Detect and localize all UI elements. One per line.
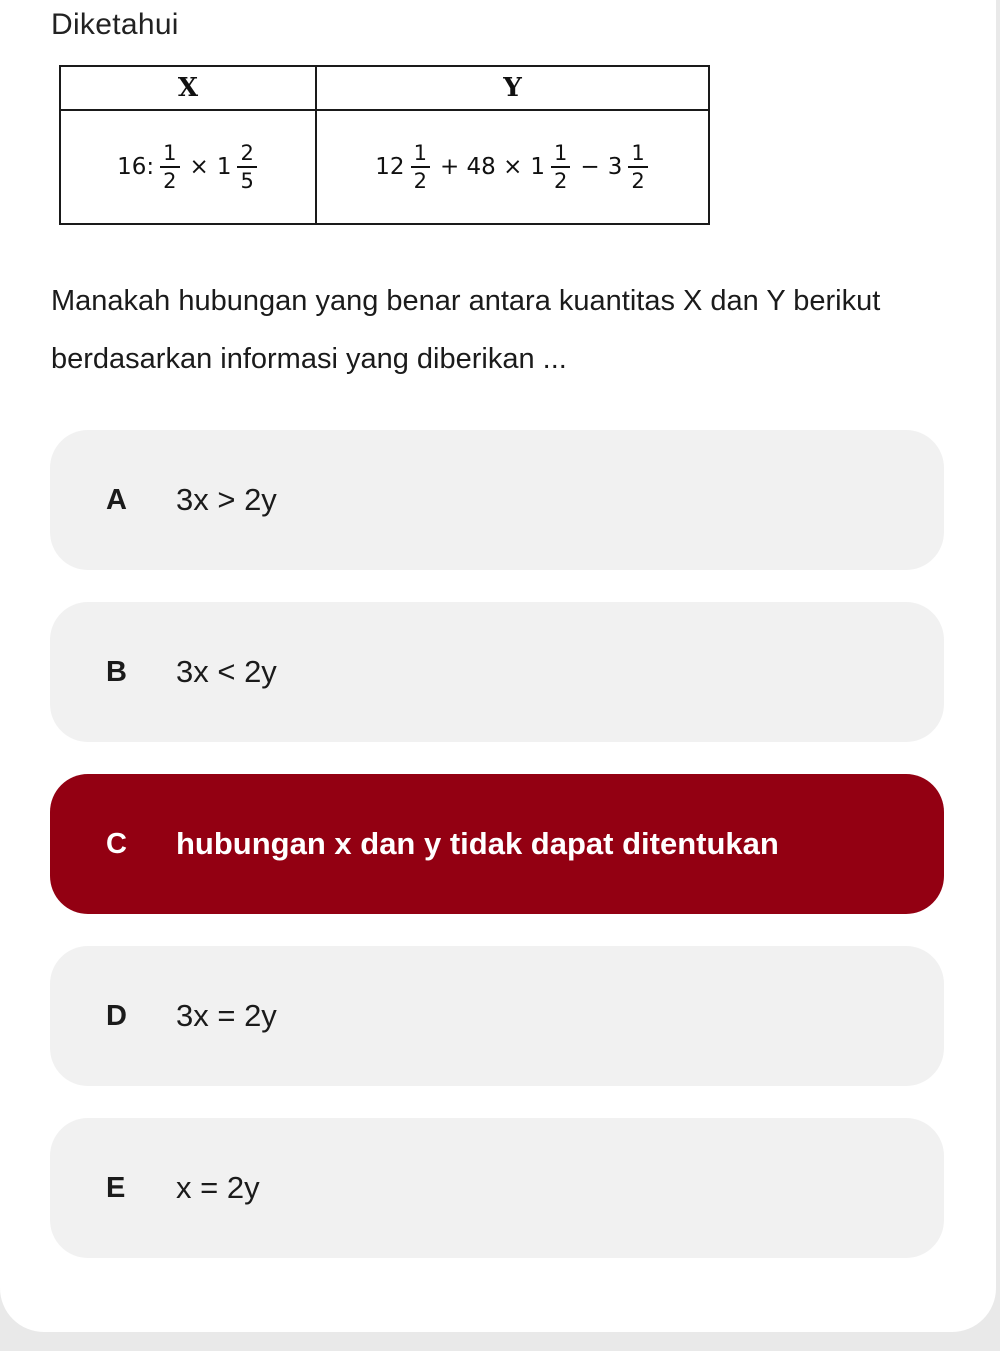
y-whole-3: 3 (607, 154, 623, 180)
question-text: Manakah hubungan yang benar antara kuantitas X dan Y berikut berdasarkan informasi yang diberikan ... (51, 285, 881, 375)
option-b[interactable] (50, 602, 944, 742)
quantity-table (59, 65, 710, 225)
y-whole-1: 12 (375, 154, 405, 180)
y-whole-2: 1 (530, 154, 546, 180)
option-letter: D (106, 999, 127, 1032)
x-fraction-1: $\frac{1}{2}$ (160, 142, 179, 192)
intro-text: Diketahui (51, 8, 179, 41)
x-operator: × (189, 154, 209, 180)
x-expression (60, 110, 316, 224)
option-text: 3x < 2y (176, 654, 277, 689)
option-e[interactable] (50, 1118, 944, 1258)
option-letter: B (106, 655, 127, 688)
y-fraction-2: $\frac{1}{2}$ (551, 142, 570, 192)
option-letter: E (106, 1171, 126, 1204)
option-a[interactable] (50, 430, 944, 570)
y-fraction-3: $\frac{1}{2}$ (628, 142, 647, 192)
option-text: 3x > 2y (176, 482, 277, 517)
x-lead: 16: (117, 154, 155, 180)
y-operator-2: − (580, 154, 600, 180)
y-fraction-1: $\frac{1}{2}$ (411, 142, 430, 192)
option-c-selected[interactable] (50, 774, 944, 914)
option-text: 3x = 2y (176, 998, 277, 1033)
option-text: hubungan x dan y tidak dapat ditentukan (176, 826, 779, 861)
header-x: X (60, 66, 316, 110)
x-fraction-2: $\frac{2}{5}$ (237, 142, 256, 192)
option-letter: A (106, 483, 127, 516)
y-operator-1: + 48 × (439, 154, 523, 180)
option-d[interactable] (50, 946, 944, 1086)
option-letter: C (106, 827, 127, 860)
header-y: Y (316, 66, 709, 110)
x-whole-2: 1 (216, 154, 232, 180)
option-text: x = 2y (176, 1170, 260, 1205)
y-expression (316, 110, 709, 224)
